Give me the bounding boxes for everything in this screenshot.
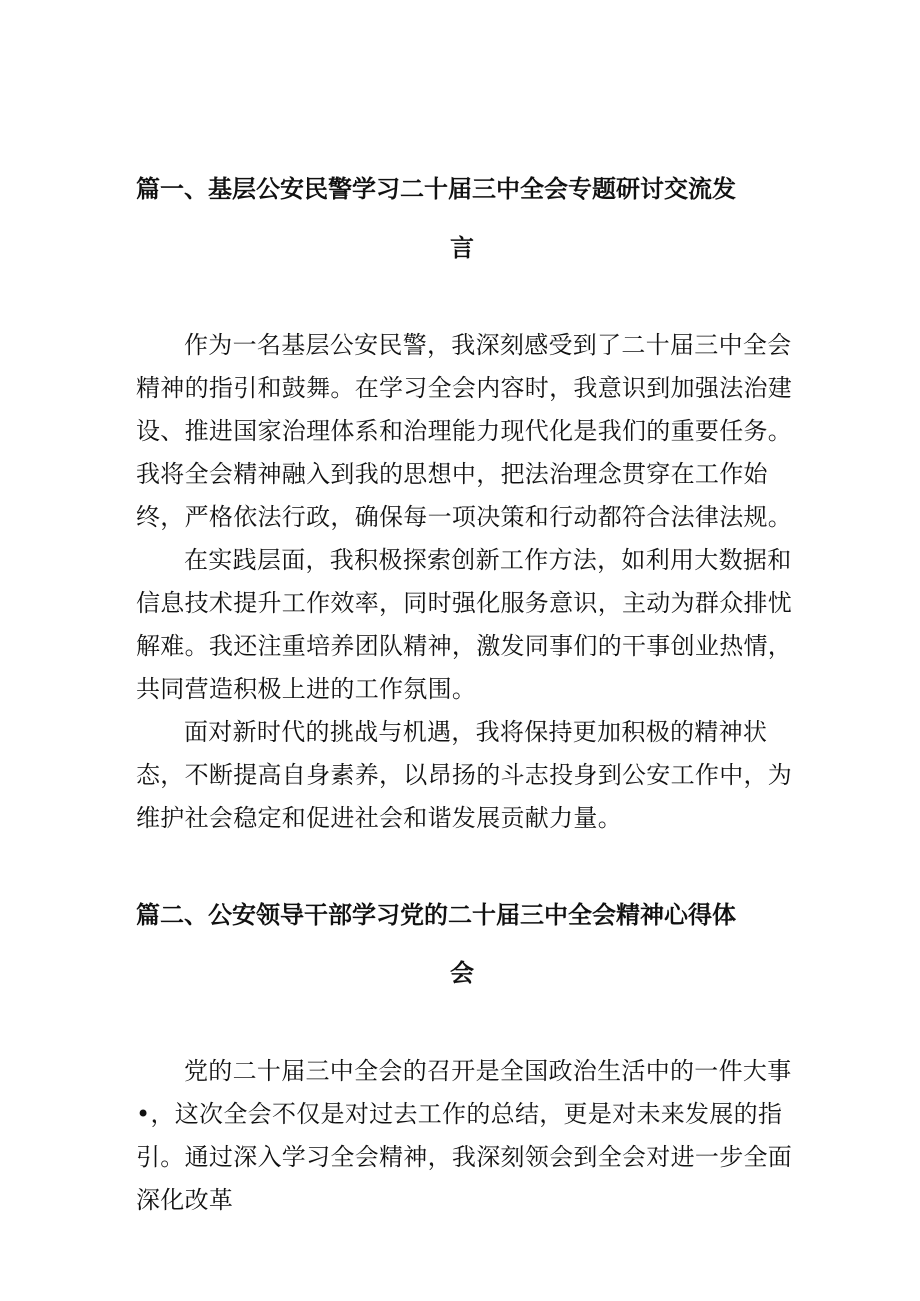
section-1-title-continued: 言: [450, 234, 474, 262]
section-1-paragraph-3: 面对新时代的挑战与机遇，我将保持更加积极的精神状态，不断提高自身素养，以昂扬的斗志投身到公安工作中，为维护社会稳定和促进社会和谐发展贡献力量。: [136, 718, 793, 832]
section-1-paragraph-1: 作为一名基层公安民警，我深刻感受到了二十届三中全会精神的指引和鼓舞。在学习全会内容时，我意识到加强法治建设、推进国家治理体系和治理能力现代化是我们的重要任务。我将全会精神融入到我的思想中，把法治理念贯穿在工作始终，严格依法行政，确保每一项决策和行动都符合法律法规。: [136, 331, 793, 531]
section-1-title: 篇一、基层公安民警学习二十届三中全会专题研讨交流发: [136, 175, 736, 203]
section-2-paragraph-1: 党的二十届三中全会的召开是全国政治生活中的一件大事•，这次全会不仅是对过去工作的总结，更是对未来发展的指引。通过深入学习全会精神，我深刻领会到全会对进一步全面深化改革: [136, 1057, 793, 1214]
section-2-title-continued: 会: [450, 959, 474, 987]
section-2-title: 篇二、公安领导干部学习党的二十届三中全会精神心得体: [136, 901, 736, 929]
section-1-paragraph-2: 在实践层面，我积极探索创新工作方法，如利用大数据和信息技术提升工作效率，同时强化服务意识，主动为群众排忧解难。我还注重培养团队精神，激发同事们的干事创业热情，共同营造积极上进的工作氛围。: [136, 546, 793, 703]
